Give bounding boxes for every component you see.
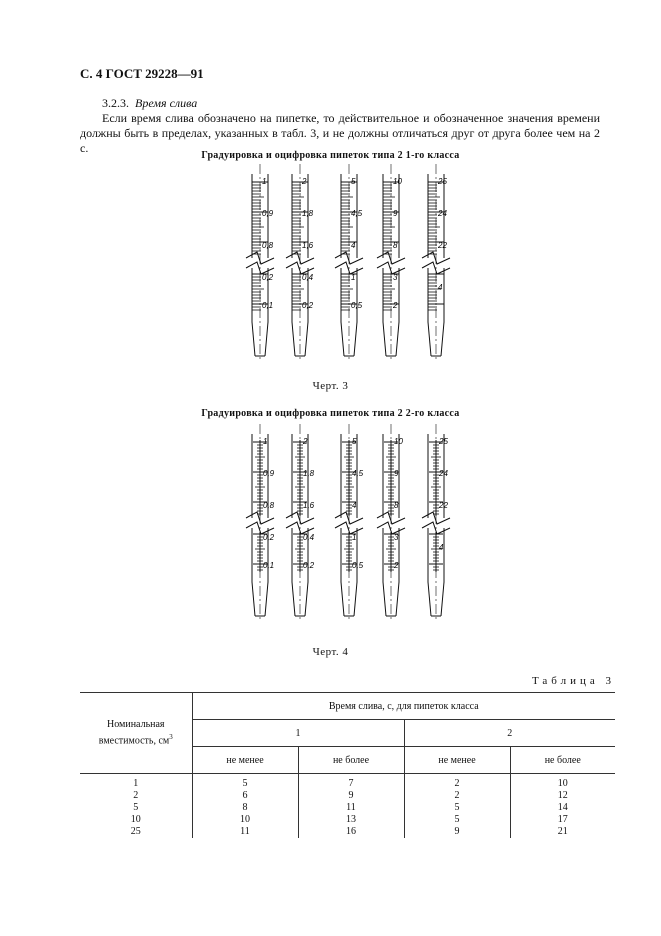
body-paragraph: Если время слива обозначено на пипетке, то действительное и обозначенное значения времени должны быть в пределах, указанных в табл. 3, и не должны отличаться друг от друга более чем на 2 с. — [80, 111, 600, 155]
pipette-tip — [383, 582, 386, 616]
scale-label: 2 — [394, 561, 399, 570]
table-cell: 16 — [298, 826, 404, 838]
figure4-drawing — [0, 420, 661, 645]
table-row — [80, 826, 615, 838]
scale-label: 3 — [393, 273, 398, 282]
sub-header: не более — [298, 747, 404, 774]
scale-label: 8 — [393, 241, 398, 250]
scale-label: 4,5 — [351, 209, 363, 218]
table-cell: 2 — [133, 790, 139, 801]
scale-label: 0,2 — [303, 561, 315, 570]
scale-label: 2 — [302, 177, 307, 186]
scale-label: 1,8 — [302, 209, 314, 218]
scale-label: 0,4 — [303, 533, 315, 542]
figure3-caption: Черт. 3 — [312, 380, 349, 392]
pipette — [377, 164, 405, 360]
table-cell: 11 — [298, 802, 404, 814]
scale-label: 0,9 — [263, 469, 275, 478]
pipette-tip — [396, 582, 399, 616]
pipette — [286, 424, 315, 620]
section-heading — [80, 96, 600, 111]
figure4-caption: Черт. 4 — [312, 646, 349, 658]
scale-label: 10 — [393, 177, 402, 186]
class-2-header: 2 — [404, 720, 615, 747]
section-title: Время слива — [135, 96, 198, 110]
scale-label: 0,4 — [302, 273, 314, 282]
table-cell: 8 — [192, 802, 298, 814]
scale-label: 3 — [394, 533, 399, 542]
pipette-tip — [428, 582, 431, 616]
pipette-tip — [341, 322, 344, 356]
pipette-tip — [305, 322, 308, 356]
scale-label: 24 — [438, 209, 447, 218]
pipette — [335, 424, 364, 620]
scale-label: 5 — [352, 437, 357, 446]
scale-label: 4 — [439, 543, 444, 552]
table-cell: 6 — [192, 790, 298, 802]
scale-label: 1 — [263, 437, 268, 446]
scale-label: 0,5 — [352, 561, 364, 570]
figure3-drawing — [0, 160, 661, 375]
pipette-tip — [428, 322, 431, 356]
table-row — [80, 774, 615, 791]
scale-label: 5 — [351, 177, 356, 186]
pipette — [246, 424, 275, 620]
pipette-tip — [252, 322, 255, 356]
capacity-header: Номинальная вместимость, $см^3$ — [80, 693, 192, 774]
scale-label: 1 — [352, 533, 357, 542]
table-cell: 2 — [404, 790, 510, 802]
pipette-tip — [265, 582, 268, 616]
pipette-tip — [441, 322, 444, 356]
pipette — [246, 164, 274, 360]
table-cell: 25 — [130, 826, 141, 837]
table-cell: 5 — [404, 802, 510, 814]
table-cell: 7 — [298, 774, 404, 791]
table-cell: 2 — [404, 774, 510, 791]
pipette-tip — [292, 582, 295, 616]
scale-label: 4 — [438, 283, 443, 292]
scale-label: 22 — [439, 501, 448, 510]
scale-label: 25 — [439, 437, 448, 446]
pipette-tip — [292, 322, 295, 356]
scale-label: 24 — [439, 469, 448, 478]
pipette — [286, 164, 314, 360]
scale-label: 0,1 — [263, 561, 275, 570]
table-label: Таблица 3 — [531, 675, 615, 687]
figure4-title: Градуировка и оцифровка пипеток типа 2 2-го класса — [201, 408, 460, 419]
scale-label: 0,9 — [262, 209, 274, 218]
pipette — [377, 424, 405, 620]
scale-label: 1,8 — [303, 469, 315, 478]
pipette-tip — [383, 322, 386, 356]
scale-label: 0,8 — [263, 501, 275, 510]
table-cell: 12 — [510, 790, 615, 802]
scale-label: 1 — [262, 177, 267, 186]
table-cell: 9 — [404, 826, 510, 838]
table-row — [80, 814, 615, 826]
scale-label: 2 — [393, 301, 398, 310]
scale-label: 0,1 — [262, 301, 274, 310]
table-cell: 1 — [133, 778, 139, 789]
table-3 — [80, 692, 615, 838]
table-row — [80, 802, 615, 814]
pipette-tip — [265, 322, 268, 356]
scale-label: 25 — [438, 177, 447, 186]
table-cell: 5 — [133, 802, 139, 813]
table-cell: 10 — [130, 814, 141, 825]
scale-label: 4,5 — [352, 469, 364, 478]
table-cell: 13 — [298, 814, 404, 826]
scale-label: 2 — [303, 437, 308, 446]
table-body — [80, 774, 615, 839]
scale-label: 8 — [394, 501, 399, 510]
scale-label: 10 — [394, 437, 403, 446]
section-number: 3.2.3. — [102, 96, 129, 110]
table-cell: 5 — [192, 774, 298, 791]
figure3-title: Градуировка и оцифровка пипеток типа 2 1-го класса — [201, 150, 460, 161]
scale-label: 4 — [351, 241, 356, 250]
scale-label: 9 — [393, 209, 398, 218]
sub-header: не менее — [192, 747, 298, 774]
table-cell: 11 — [192, 826, 298, 838]
pipette-tip — [441, 582, 444, 616]
scale-label: 4 — [352, 501, 357, 510]
table-cell: 10 — [510, 774, 615, 791]
sub-header: не менее — [404, 747, 510, 774]
pipette-tip — [341, 582, 344, 616]
pipette — [335, 164, 363, 360]
scale-label: 1 — [351, 273, 356, 282]
pipette-tip — [252, 582, 255, 616]
scale-label: 0,5 — [351, 301, 363, 310]
time-header: Время слива, с, для пипеток класса — [192, 693, 615, 720]
scale-label: 0,8 — [262, 241, 274, 250]
scale-label: 0,2 — [263, 533, 275, 542]
scale-label: 0,2 — [302, 301, 314, 310]
page-header: С. 4 ГОСТ 29228—91 — [80, 66, 204, 81]
pipette-tip — [305, 582, 308, 616]
table-cell: 21 — [510, 826, 615, 838]
table-row — [80, 790, 615, 802]
class-1-header: 1 — [192, 720, 404, 747]
pipette-tip — [354, 322, 357, 356]
table-cell: 9 — [298, 790, 404, 802]
pipette-tip — [354, 582, 357, 616]
pipette — [422, 424, 450, 620]
pipette-tip — [396, 322, 399, 356]
scale-label: 1,6 — [302, 241, 314, 250]
pipette — [422, 164, 450, 360]
scale-label: 1,6 — [303, 501, 315, 510]
table-cell: 17 — [510, 814, 615, 826]
scale-label: 22 — [438, 241, 447, 250]
table-cell: 5 — [404, 814, 510, 826]
scale-label: 9 — [394, 469, 399, 478]
sub-header: не более — [510, 747, 615, 774]
table-cell: 14 — [510, 802, 615, 814]
table-cell: 10 — [192, 814, 298, 826]
scale-label: 0,2 — [262, 273, 274, 282]
